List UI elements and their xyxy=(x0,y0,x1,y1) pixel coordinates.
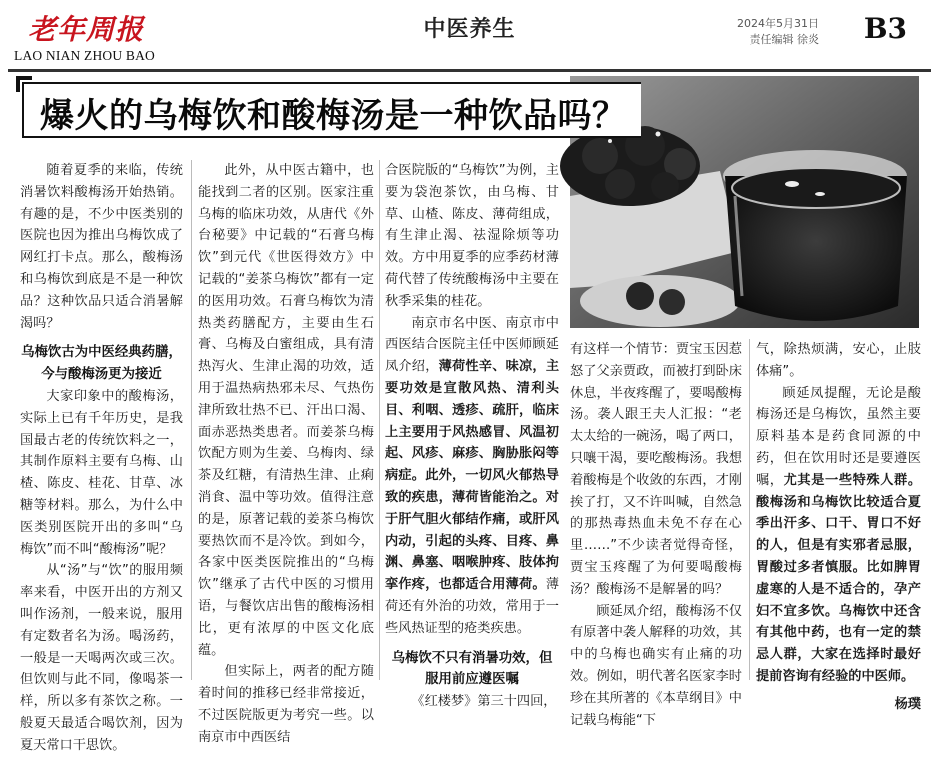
paragraph: 随着夏季的来临，传统消暑饮料酸梅汤开始热销。有趣的是，不少中医类别的医院也因为推出乌梅饮成了网红打卡点。那么，酸梅汤和乌梅饮到底是不是一种饮品？这种饮品只适合消暑解渴吗？ xyxy=(20,163,183,331)
paragraph xyxy=(756,383,921,688)
column-divider xyxy=(749,339,750,680)
paragraph xyxy=(385,313,559,640)
paragraph: 气，除热烦满，安心，止肢体痛”。 xyxy=(756,342,921,379)
article-headline: 爆火的乌梅饮和酸梅汤是一种饮品吗？ xyxy=(22,82,641,138)
paragraph: 《红楼梦》第三十四回， xyxy=(411,694,557,710)
paragraph-emphasis: 薄荷性辛、味凉，主要功效是宣散风热、清利头目、利咽、透疹、疏肝，临床上主要用于风热感冒、风温初起、风疹、麻疹、胸胁胀闷等病症。此外，一切风火郁热导致的疾患，薄荷皆能治之。对于肝气胆火郁结作痛，或肝风内动，引起的头疼、目疼、鼻渊、鼻塞、咽喉肿疼、肢体拘挛作疼，也都适合用薄荷。 xyxy=(385,359,560,593)
article-column-2 xyxy=(198,160,374,749)
column-divider xyxy=(191,160,192,680)
masthead-rule xyxy=(8,69,931,72)
article-column-5 xyxy=(756,339,921,716)
subheading: 乌梅饮古为中医经典药膳，今与酸梅汤更为接近 xyxy=(21,345,182,383)
paragraph: 顾延凤介绍，酸梅汤不仅有原著中袭人解释的功效，其中的乌梅也确实有止痛的功效。例如，明代著名医家李时珍在其所著的《本草纲目》中记载乌梅能“下 xyxy=(570,603,742,728)
paragraph: 合医院版的“乌梅饮”为例，主要为袋泡茶饮，由乌梅、甘草、山楂、陈皮、薄荷组成，有生津止渴、祛湿除烦等功效。方中用夏季的应季药材薄荷代替了传统酸梅汤中主要在秋季采集的桂花。 xyxy=(385,163,559,309)
page-number: B3 xyxy=(863,12,907,45)
paragraph: 有这样一个情节：贾宝玉因惹怒了父亲贾政，而被打到卧床休息，半夜疼醒了，要喝酸梅汤。袭人跟王夫人汇报：“老太太给的一碗汤，喝了两口，只嚷干渴，要吃酸梅汤。我想着酸梅是个收敛的东西，才刚挨了打，又不许叫喊，自然急的那热毒热血未免不存在心里……”不少读者觉得奇怪，贾宝玉疼醒了为何要喝酸梅汤？酸梅汤不是解暑的吗？ xyxy=(570,342,742,597)
responsible-editor: 责任编辑 徐炎 xyxy=(749,33,819,46)
article-column-3 xyxy=(385,160,559,713)
newspaper-logo-english: LAO NIAN ZHOU BAO xyxy=(14,48,156,63)
headline-corner-mark xyxy=(16,76,32,92)
section-title: 中医养生 xyxy=(423,17,516,42)
subheading: 乌梅饮不只有消暑功效，但服用前应遵医嘱 xyxy=(391,650,553,688)
paragraph: 此外，从中医古籍中，也能找到二者的区别。医家注重乌梅的临床功效，从唐代《外台秘要》中记载的“石膏乌梅饮”到元代《世医得效方》中记载的“姜茶乌梅饮”都有一定的医用功效。石膏乌梅饮为清热类药膳配方，主要由生石膏、乌梅及白蜜组成，具有清热泻火、生津止渴的功效，适用于温热病热邪未尽、气热伤津所致壮热不已、汗出口渴、面赤恶热类患者。而姜茶乌梅饮配方则为生姜、乌梅肉、绿茶及红糖，有清热生津、止痢消食、温中等功效。值得注意的是，原著记载的姜茶乌梅饮要热饮而不是冷饮。到如今，各家中医类医院推出的“乌梅饮”继承了古代中医的习惯用语，与餐饮店出售的酸梅汤相比，更有浓厚的中医文化底蕴。 xyxy=(198,163,374,658)
paragraph-text: 顾延凤提醒，无论是酸梅汤还是乌梅饮，虽然主要原料基本是药食同源的中药，但在饮用时还是要遵医嘱， xyxy=(756,385,921,488)
paragraph: 但实际上，两者的配方随着时间的推移已经非常接近，不过医院版更为考究一些。以南京市中西医结 xyxy=(198,664,374,745)
paragraph: 从“汤”与“饮”的服用频率来看，中医开出的方剂又叫作汤剂，一般来说，服用有定数者名为汤。喝汤药，一般是一天喝两次或三次。但饮则与此不同，像喝茶一样，所以多有茶饮之称。一般夏天最适合喝饮剂，因为夏天常口干思饮。 xyxy=(20,563,183,753)
masthead xyxy=(0,0,939,70)
paragraph-text: 薄荷还有外治的功效，常用于一些风热证型的疮类疾患。 xyxy=(385,577,559,636)
paragraph: 大家印象中的酸梅汤，实际上已有千年历史，是我国最古老的传统饮料之一，其制作原料主要有乌梅、山楂、陈皮、桂花、甘草、冰糖等材料。那么，为什么中医类别医院开出的多叫“乌梅饮”而不叫“酸梅汤”呢？ xyxy=(20,388,183,557)
paragraph-emphasis: 尤其是一些特殊人群。酸梅汤和乌梅饮比较适合夏季出汗多、口干、胃口不好的人，但是有实邪者忌服，胃酸过多者慎服。比如脾胃虚寒的人是不适合的，孕产妇不宜多饮。乌梅饮中还含有其他中药，也有一定的禁忌人群，大家在选择时最好提前咨询有经验的中医师。 xyxy=(756,472,922,684)
article-column-1 xyxy=(20,160,183,757)
article-author: 杨璞 xyxy=(894,696,921,712)
issue-date: 2024年5月31日 xyxy=(737,17,819,30)
paragraph-text: 南京市名中医、南京市中西医结合医院主任中医师顾延凤介绍， xyxy=(385,315,559,375)
article-column-4 xyxy=(570,339,742,731)
column-divider xyxy=(379,160,380,680)
newspaper-logo: 老年周报 xyxy=(28,13,145,46)
